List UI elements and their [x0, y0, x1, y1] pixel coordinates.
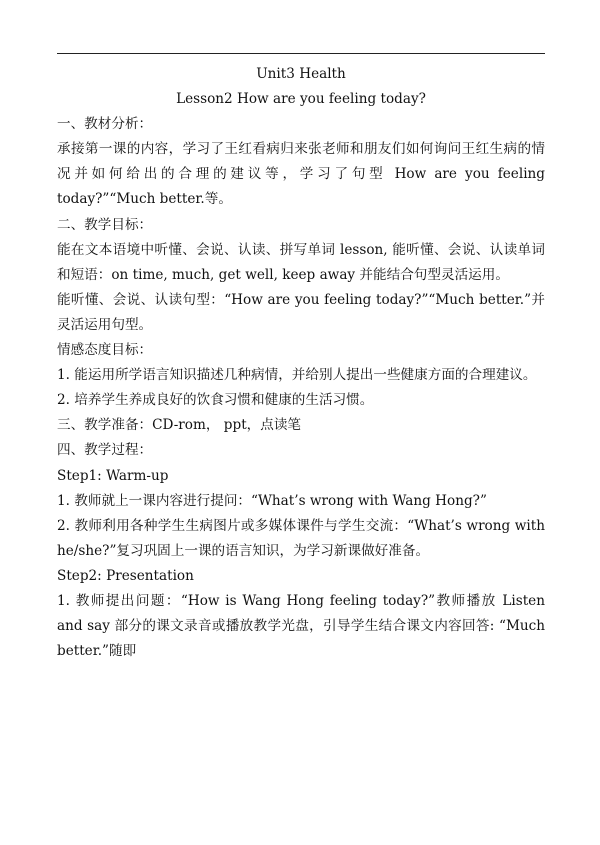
- header-rule: [57, 53, 545, 54]
- goals-paragraph-vocabulary: 能在文本语境中听懂、会说、认读、拼写单词 lesson, 能听懂、会说、认读单词和短语：on time, much, get well, keep away 并能结合句型灵活运用。: [57, 241, 545, 283]
- step1-item: 1. 教师就上一课内容进行提问：“What’s wrong with Wang Hong?”: [57, 492, 487, 509]
- step1-item: 2. 教师利用各种学生生病图片或多媒体课件与学生交流：“What’s wrong with he/she?”复习巩固上一课的语言知识，为学习新课做好准备。: [57, 517, 545, 559]
- analysis-paragraph: 承接第一课的内容，学习了王红看病归来张老师和朋友们如何询问王红生病的情况并如何给出的合理的建议等，学习了句型 How are you feeling today?”“Much better.等。: [57, 141, 545, 208]
- goals-paragraph-sentences: 能听懂、会说、认读句型：“How are you feeling today?”“Much better.”并灵活运用句型。: [57, 291, 545, 333]
- attitude-goal-item: 1. 能运用所学语言知识描述几种病情，并给别人提出一些健康方面的合理建议。: [57, 367, 537, 384]
- document-body: [57, 62, 545, 664]
- section-heading-analysis: 一、教材分析：: [57, 116, 153, 133]
- lesson-title: Lesson2 How are you feeling today?: [176, 91, 426, 108]
- section-heading-prep: 三、教学准备：CD-rom， ppt，点读笔: [57, 417, 302, 434]
- attitude-goals-heading: 情感态度目标：: [57, 342, 153, 359]
- step2-heading: Step2: Presentation: [57, 567, 194, 584]
- step1-heading: Step1: Warm-up: [57, 467, 169, 484]
- section-heading-process: 四、教学过程：: [57, 442, 153, 459]
- section-heading-goals: 二、教学目标：: [57, 216, 153, 233]
- attitude-goal-item: 2. 培养学生养成良好的饮食习惯和健康的生活习惯。: [57, 392, 374, 409]
- step2-item: 1. 教师提出问题：“How is Wang Hong feeling today?”教师播放 Listen and say 部分的课文录音或播放教学光盘，引导学生结合课文内容回答: “Much better.”随即: [57, 592, 545, 660]
- unit-title: Unit3 Health: [256, 66, 346, 82]
